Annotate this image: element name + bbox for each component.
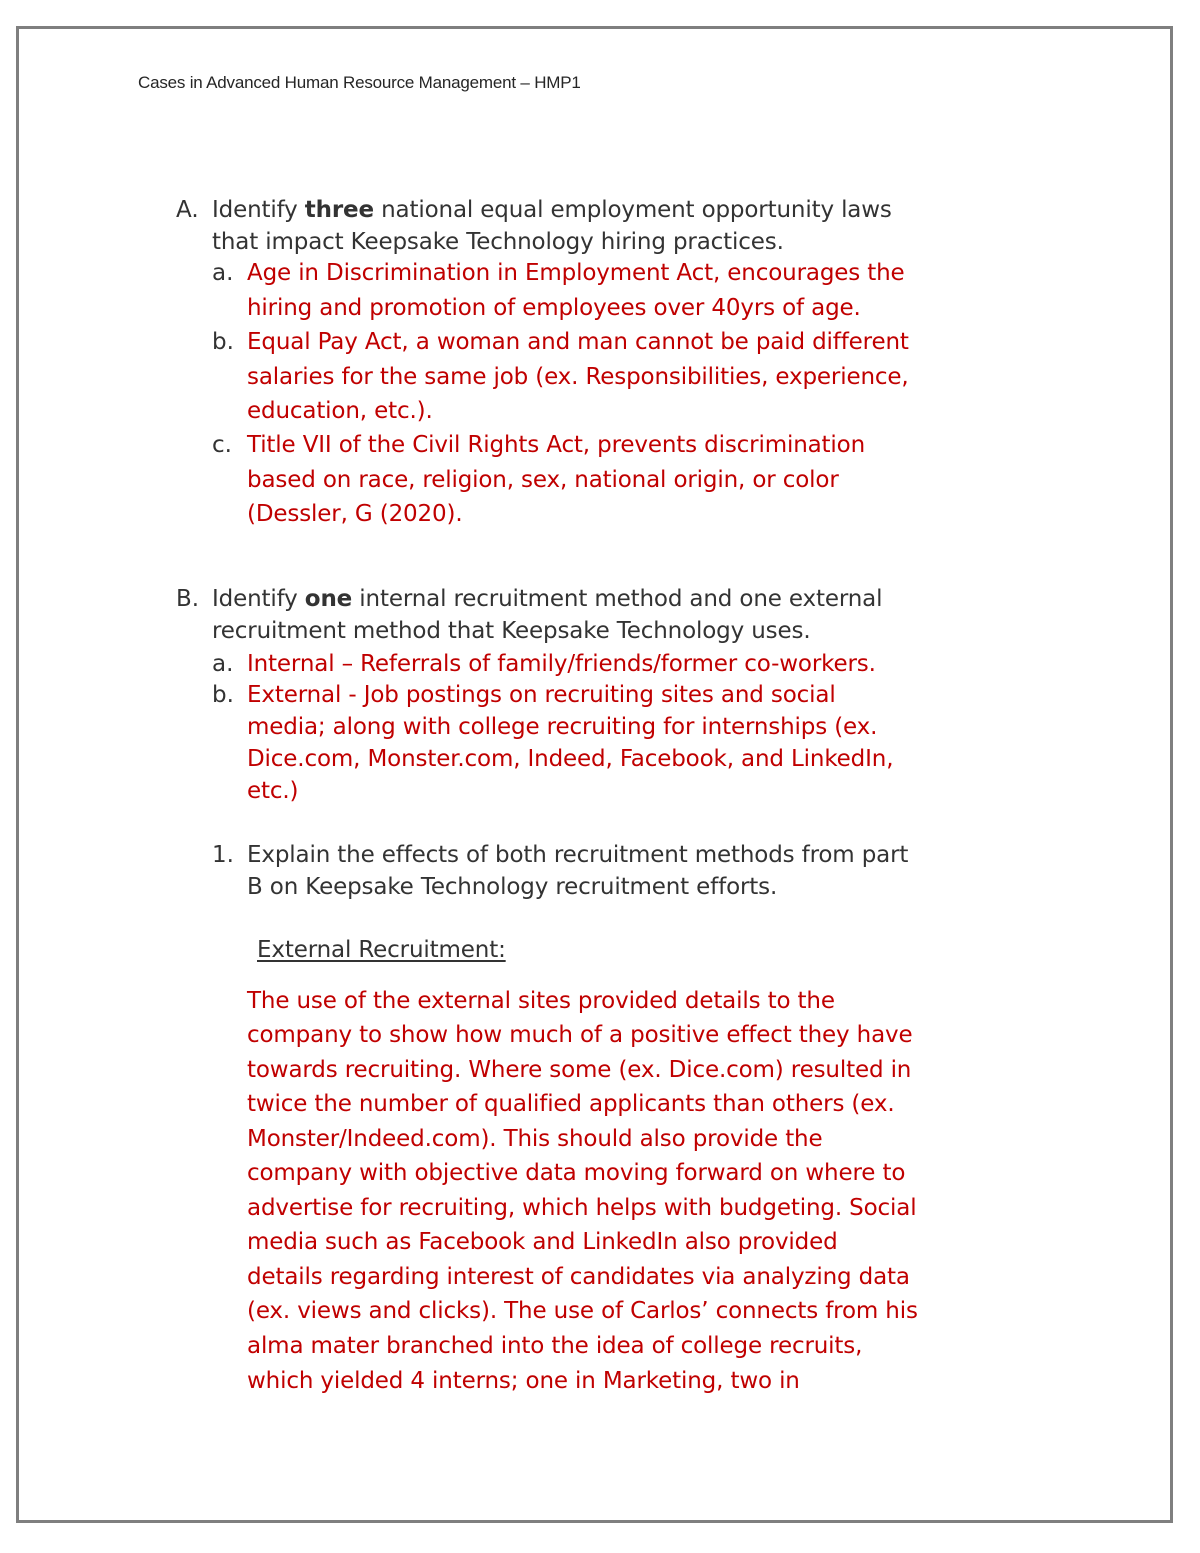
question-1-line: Explain the effects of both recruitment methods from part: [247, 842, 909, 868]
section-b-emphasis: one: [304, 586, 353, 612]
item-b-line: education, etc.).: [247, 398, 433, 424]
section-b-marker: B.: [176, 586, 200, 612]
item-a-line: hiring and promotion of employees over 40yrs of age.: [247, 295, 861, 321]
section-b-question-line2: recruitment method that Keepsake Technology uses.: [212, 618, 811, 644]
question-1-line: B on Keepsake Technology recruitment efforts.: [247, 874, 778, 900]
section-a-emphasis: three: [304, 197, 374, 223]
item-b-marker: b.: [212, 329, 234, 355]
external-paragraph-line: details regarding interest of candidates via analyzing data: [247, 1264, 910, 1290]
external-paragraph-line: company with objective data moving forward on where to: [247, 1160, 906, 1186]
external-paragraph-line: company to show how much of a positive effect they have: [247, 1022, 913, 1048]
question-1-marker: 1.: [212, 842, 234, 868]
item-c-line: Title VII of the Civil Rights Act, prevents discrimination: [247, 432, 866, 458]
external-paragraph-line: Monster/Indeed.com). This should also provide the: [247, 1126, 823, 1152]
external-paragraph-line: advertise for recruiting, which helps with budgeting. Social: [247, 1195, 917, 1221]
external-paragraph-line: The use of the external sites provided details to the: [247, 988, 835, 1014]
item-c-marker: c.: [212, 432, 232, 458]
page-header: Cases in Advanced Human Resource Management – HMP1: [138, 73, 581, 92]
item-b-line: Equal Pay Act, a woman and man cannot be paid different: [247, 329, 909, 355]
item-b-b-line: Dice.com, Monster.com, Indeed, Facebook, and LinkedIn,: [247, 746, 894, 772]
item-b-line: salaries for the same job (ex. Responsibilities, experience,: [247, 364, 909, 390]
external-paragraph-line: alma mater branched into the idea of college recruits,: [247, 1333, 863, 1359]
external-paragraph-line: towards recruiting. Where some (ex. Dice.com) resulted in: [247, 1057, 912, 1083]
item-a-line: Age in Discrimination in Employment Act, encourages the: [247, 260, 905, 286]
item-b-b-line: External - Job postings on recruiting sites and social: [247, 682, 836, 708]
section-a-question: Identify three national equal employment opportunity laws: [212, 197, 892, 223]
item-b-b-line: media; along with college recruiting for internships (ex.: [247, 714, 878, 740]
item-c-line: based on race, religion, sex, national origin, or color: [247, 467, 839, 493]
item-c-line: (Dessler, G (2020).: [247, 501, 463, 527]
item-b-a-marker: a.: [212, 651, 234, 677]
section-a-question-line2: that impact Keepsake Technology hiring practices.: [212, 229, 784, 255]
external-paragraph-line: media such as Facebook and LinkedIn also provided: [247, 1229, 838, 1255]
section-a-marker: A.: [176, 197, 199, 223]
external-paragraph-line: which yielded 4 interns; one in Marketing, two in: [247, 1368, 800, 1394]
item-a-marker: a.: [212, 260, 234, 286]
external-paragraph-line: (ex. views and clicks). The use of Carlos’ connects from his: [247, 1298, 918, 1324]
external-paragraph-line: twice the number of qualified applicants than others (ex.: [247, 1091, 895, 1117]
item-b-b-line: etc.): [247, 778, 299, 804]
item-b-a-line: Internal – Referrals of family/friends/former co-workers.: [247, 651, 876, 677]
section-b-question: Identify one internal recruitment method and one external: [212, 586, 883, 612]
item-b-b-marker: b.: [212, 682, 234, 708]
external-recruitment-heading: External Recruitment:: [257, 937, 506, 963]
